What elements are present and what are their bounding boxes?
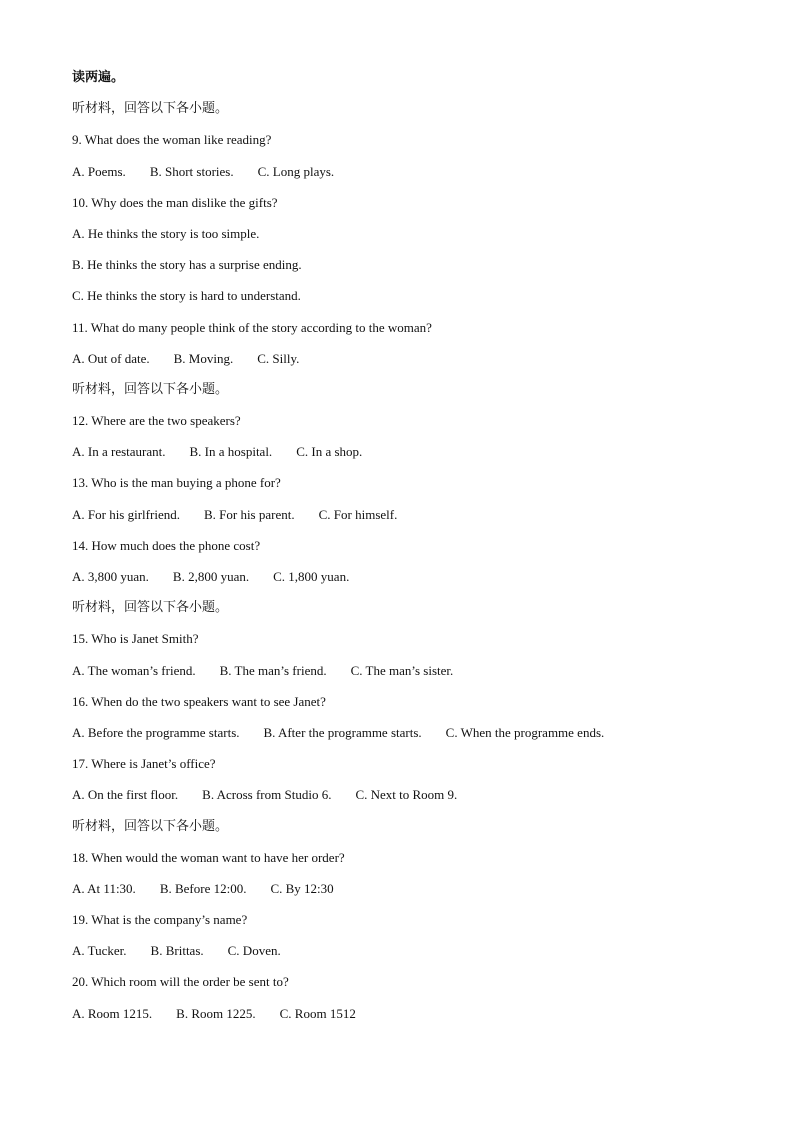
answer-option: B. 2,800 yuan. (172, 569, 250, 584)
question-list (72, 93, 754, 1029)
answer-option: A. Tucker. (72, 943, 127, 959)
answer-option: A. Poems. (72, 163, 126, 179)
answer-options (72, 343, 754, 374)
listening-instruction: 听材料，回答以下各小题。 (72, 818, 229, 834)
answer-option: C. When the programme ends. (445, 724, 605, 740)
section-heading: 读两遍。 (72, 70, 125, 85)
answer-option: B. The man’s friend. (219, 662, 327, 678)
question-text: 15. Who is Janet Smith? (72, 631, 199, 647)
answer-option: B. For his parent. (203, 506, 295, 522)
answer-option: C. 1,800 yuan. (273, 569, 350, 584)
answer-option: A. For his girlfriend. (72, 506, 180, 522)
question-text: 10. Why does the man dislike the gifts? (72, 194, 278, 210)
answer-option: B. In a hospital. (189, 444, 273, 460)
listening-instruction: 听材料，回答以下各小题。 (72, 600, 229, 616)
question-text: 13. Who is the man buying a phone for? (72, 475, 281, 491)
answer-options (72, 873, 754, 904)
question-text: 20. Which room will the order be sent to? (72, 974, 289, 990)
answer-option: C. He thinks the story is hard to understand. (72, 288, 301, 304)
answer-option: C. The man’s sister. (350, 662, 454, 678)
answer-options (72, 935, 754, 966)
answer-option: A. The woman’s friend. (72, 662, 196, 678)
answer-options (72, 499, 754, 530)
question-text: 16. When do the two speakers want to see Janet? (72, 693, 326, 709)
question-text: 12. Where are the two speakers? (72, 413, 241, 429)
answer-option: C. Silly. (257, 350, 300, 366)
answer-option: C. By 12:30 (270, 880, 334, 896)
answer-option: A. On the first floor. (72, 787, 179, 803)
answer-option: A. 3,800 yuan. (72, 569, 149, 584)
answer-option: B. Room 1225. (176, 1005, 256, 1021)
question-text: 9. What does the woman like reading? (72, 132, 272, 148)
answer-option: B. Moving. (173, 350, 234, 366)
answer-options (72, 717, 754, 748)
answer-option: B. After the programme starts. (263, 724, 422, 740)
listening-instruction: 听材料，回答以下各小题。 (72, 101, 229, 117)
answer-option: C. Long plays. (257, 163, 335, 179)
listening-instruction: 听材料，回答以下各小题。 (72, 381, 229, 397)
question-text: 19. What is the company’s name? (72, 912, 248, 928)
answer-option: B. He thinks the story has a surprise ending. (72, 257, 302, 273)
answer-option: B. Brittas. (150, 943, 204, 959)
answer-options (72, 436, 754, 467)
exam-page (72, 62, 754, 1029)
answer-option: A. In a restaurant. (72, 444, 166, 460)
question-text: 11. What do many people think of the story according to the woman? (72, 319, 432, 335)
question-text: 17. Where is Janet’s office? (72, 756, 216, 772)
answer-option: B. Short stories. (149, 163, 234, 179)
answer-options (72, 998, 754, 1029)
answer-option: A. He thinks the story is too simple. (72, 225, 260, 241)
answer-option: C. Doven. (227, 943, 281, 959)
answer-option: C. In a shop. (296, 444, 363, 460)
answer-option: A. Before the programme starts. (72, 724, 240, 740)
answer-option: B. Across from Studio 6. (202, 787, 332, 803)
answer-option: A. At 11:30. (72, 880, 136, 896)
question-text: 14. How much does the phone cost? (72, 537, 261, 553)
answer-options (72, 156, 754, 187)
answer-option: C. Next to Room 9. (355, 787, 458, 803)
answer-options (72, 561, 754, 592)
answer-option: B. Before 12:00. (159, 880, 247, 896)
answer-option: A. Out of date. (72, 350, 150, 366)
answer-option: C. Room 1512 (279, 1005, 356, 1021)
answer-option: C. For himself. (318, 506, 398, 522)
answer-options (72, 655, 754, 686)
answer-options (72, 779, 754, 810)
answer-option: A. Room 1215. (72, 1005, 153, 1021)
question-text: 18. When would the woman want to have her order? (72, 849, 345, 865)
